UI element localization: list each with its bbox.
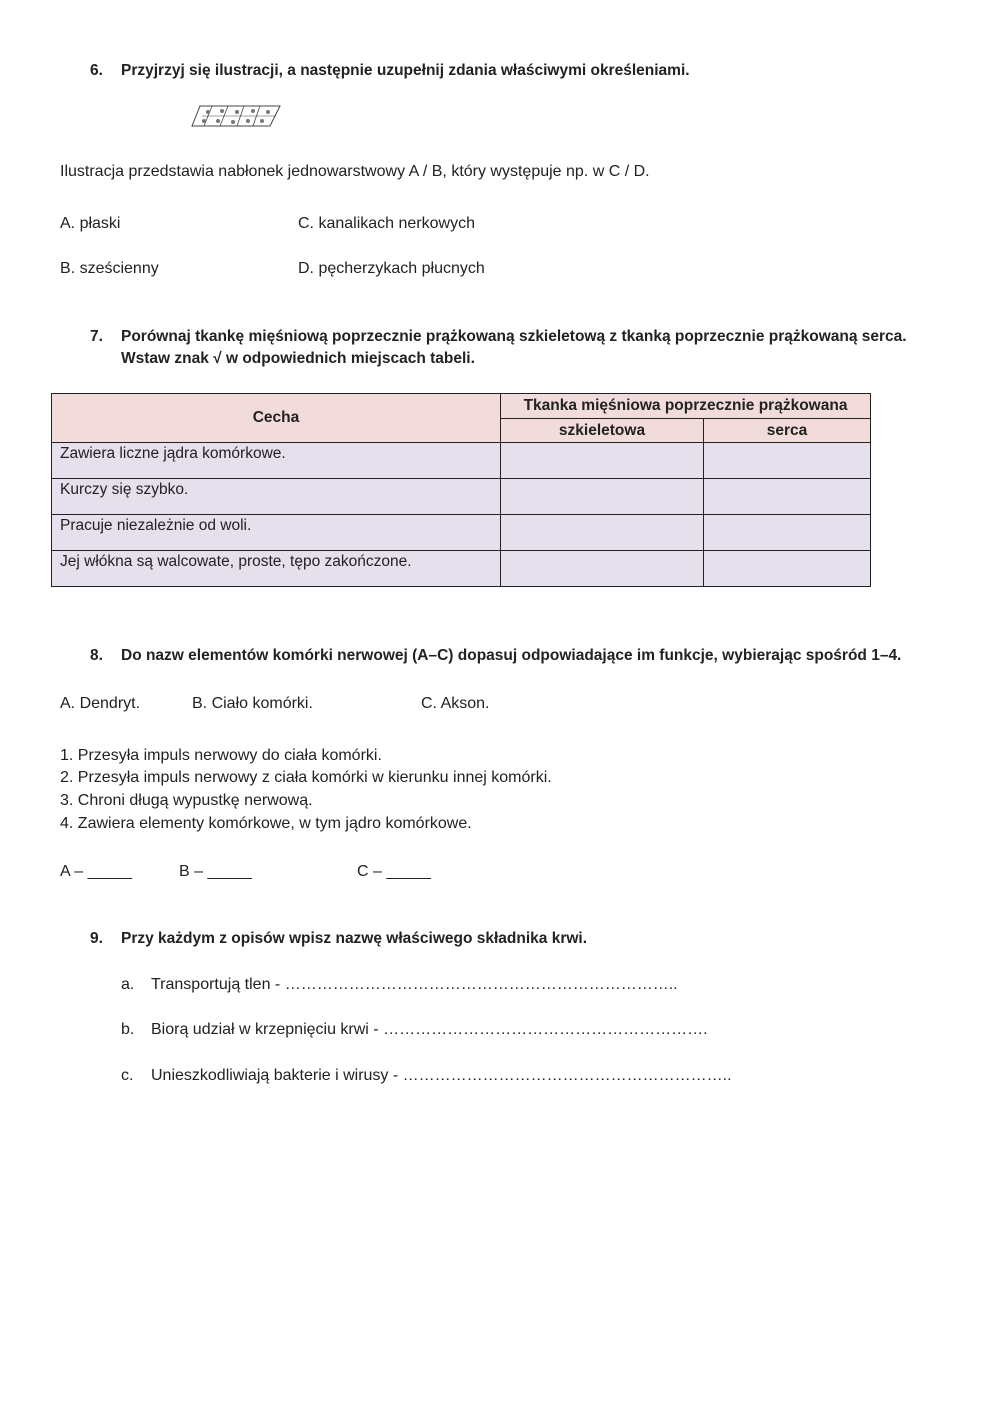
item-c-letter: c. — [121, 1067, 134, 1084]
heart-check-cell[interactable] — [704, 479, 871, 515]
row-feature: Zawiera liczne jądra komórkowe. — [52, 443, 501, 479]
table-row — [52, 551, 871, 587]
answer-a[interactable]: A – _____ — [60, 863, 133, 880]
row-feature: Jej włókna są walcowate, proste, tępo zakończone. — [52, 551, 501, 587]
heart-check-cell[interactable] — [704, 551, 871, 587]
row-feature: Pracuje niezależnie od woli. — [52, 515, 501, 551]
question-9-title: Przy każdym z opisów wpisz nazwę właściwego składnika krwi. — [121, 930, 588, 947]
answer-b[interactable]: B – _____ — [179, 863, 252, 880]
question-7-title-line1: Porównaj tkankę mięśniową poprzecznie prążkowaną szkieletową z tkanką poprzecznie prążkowaną serca. — [121, 328, 907, 345]
item-a-text[interactable]: Transportują tlen - ……………………………………………………………….. — [151, 976, 678, 993]
question-7-header — [0, 328, 1000, 372]
table-row — [52, 479, 871, 515]
item-b-letter: b. — [121, 1021, 135, 1038]
table-row — [52, 515, 871, 551]
answer-c[interactable]: C – _____ — [357, 863, 431, 880]
item-c-text[interactable]: Unieszkodliwiają bakterie i wirusy - …………………………………………………….. — [151, 1067, 732, 1084]
question-9-header — [0, 930, 1000, 950]
option-b: B. sześcienny — [60, 260, 159, 277]
option-d: D. pęcherzykach płucnych — [298, 260, 485, 277]
question-6-header — [0, 62, 1000, 82]
question-8-title: Do nazw elementów komórki nerwowej (A–C) dopasuj odpowiadające im funkcje, wybierając spośród 1–4. — [121, 647, 902, 664]
question-8-number: 8. — [90, 647, 103, 664]
heart-check-cell[interactable] — [704, 443, 871, 479]
question-7-number: 7. — [90, 328, 103, 345]
skeletal-check-cell[interactable] — [501, 479, 704, 515]
function-3: 3. Chroni długą wypustkę nerwową. — [60, 792, 313, 809]
question-7-title-line2: Wstaw znak √ w odpowiednich miejscach tabeli. — [121, 350, 475, 367]
element-a: A. Dendryt. — [60, 695, 141, 712]
skeletal-check-cell[interactable] — [501, 443, 704, 479]
skeletal-check-cell[interactable] — [501, 515, 704, 551]
function-1: 1. Przesyła impuls nerwowy do ciała komórki. — [60, 747, 382, 764]
header-skeletal: szkieletowa — [501, 419, 704, 443]
header-feature: Cecha — [52, 394, 501, 443]
question-6-title: Przyjrzyj się ilustracji, a następnie uzupełnij zdania właściwymi określeniami. — [121, 62, 690, 79]
comparison-table — [51, 393, 871, 587]
item-b-text[interactable]: Biorą udział w krzepnięciu krwi - ……………………………………………………. — [151, 1021, 708, 1038]
header-muscle-group: Tkanka mięśniowa poprzecznie prążkowana — [501, 394, 871, 419]
element-c: C. Akson. — [421, 695, 490, 712]
row-feature: Kurczy się szybko. — [52, 479, 501, 515]
epithelium-illustration — [190, 102, 282, 130]
heart-check-cell[interactable] — [704, 515, 871, 551]
header-heart: serca — [704, 419, 871, 443]
table-row — [52, 443, 871, 479]
question-6-sentence: Ilustracja przedstawia nabłonek jednowarstwowy A / B, który występuje np. w C / D. — [60, 163, 650, 180]
skeletal-check-cell[interactable] — [501, 551, 704, 587]
option-a: A. płaski — [60, 215, 121, 232]
question-8-header — [0, 647, 1000, 667]
function-4: 4. Zawiera elementy komórkowe, w tym jądro komórkowe. — [60, 815, 472, 832]
function-2: 2. Przesyła impuls nerwowy z ciała komórki w kierunku innej komórki. — [60, 769, 552, 786]
item-a-letter: a. — [121, 976, 135, 993]
question-9-number: 9. — [90, 930, 103, 947]
question-6-number: 6. — [90, 62, 103, 79]
option-c: C. kanalikach nerkowych — [298, 215, 475, 232]
element-b: B. Ciało komórki. — [192, 695, 313, 712]
